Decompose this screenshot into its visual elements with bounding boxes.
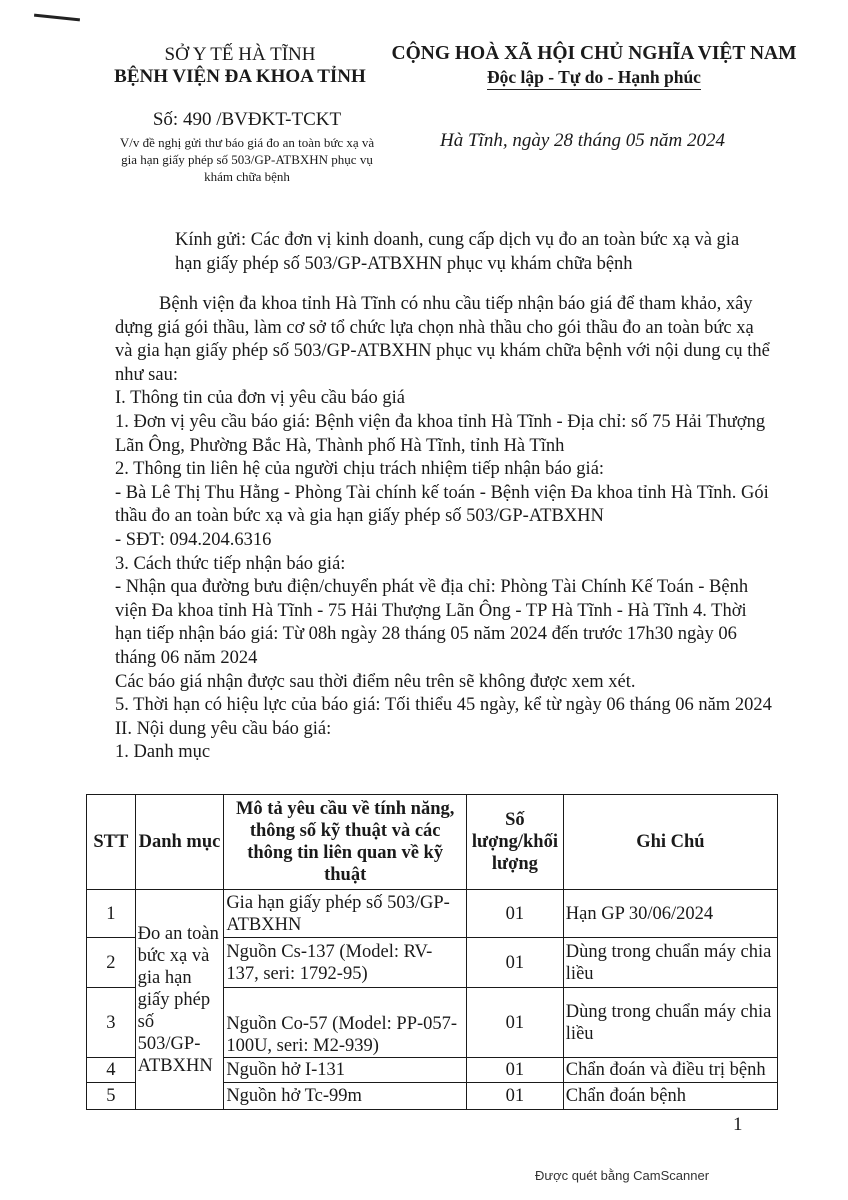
document-reference [112, 108, 382, 185]
section-1-heading: I. Thông tin của đơn vị yêu cầu báo giá [115, 388, 405, 409]
row-note: Chẩn đoán và điều trị bệnh [563, 1058, 777, 1083]
row-description: Nguồn hở Tc-99m [224, 1083, 467, 1110]
scan-mark [34, 14, 80, 22]
document-number: Số: 490 /BVĐKT-TCKT [152, 109, 342, 130]
late-quote-note: Các báo giá nhận được sau thời điểm nêu trên sẽ không được xem xét. [115, 671, 636, 692]
catalog-table [86, 794, 778, 1110]
row-quantity: 01 [467, 1083, 564, 1110]
document-body [115, 293, 775, 765]
row-note: Hạn GP 30/06/2024 [563, 890, 777, 938]
row-quantity: 01 [467, 938, 564, 988]
row-stt: 1 [87, 890, 136, 938]
row-note: Dùng trong chuẩn máy chia liều [563, 938, 777, 988]
row-note: Chẩn đoán bệnh [563, 1083, 777, 1110]
recipient: Kính gửi: Các đơn vị kinh doanh, cung cấp dịch vụ đo an toàn bức xạ và gia hạn giấy phép số 503/GP-ATBXHN phục vụ khám chữa bệnh [175, 230, 740, 274]
parent-agency: SỞ Y TẾ HÀ TĨNH [164, 44, 316, 65]
receipt-method-heading: 3. Cách thức tiếp nhận báo giá: [115, 553, 346, 574]
list-title: 1. Danh mục [115, 742, 211, 763]
row-description: Nguồn Co-57 (Model: PP-057-100U, seri: M2-939) [224, 988, 467, 1058]
hospital-name: BỆNH VIỆN ĐA KHOA TỈNH [114, 66, 366, 87]
national-motto: Độc lập - Tự do - Hạnh phúc [487, 66, 701, 90]
contact-heading: 2. Thông tin liên hệ của người chịu trách nhiệm tiếp nhận báo giá: [115, 459, 605, 480]
document-date: Hà Tĩnh, ngày 28 tháng 05 năm 2024 [440, 130, 725, 151]
issuing-agency [100, 44, 380, 88]
intro-paragraph: Bệnh viện đa khoa tỉnh Hà Tĩnh có nhu cầu tiếp nhận báo giá để tham khảo, xây dựng giá gói thầu, làm cơ sở tổ chức lựa chọn nhà thầu cho gói thầu đo an toàn bức xạ và gia hạn giấy phép số 503/GP-ATBXHN phục vụ khám chữa bệnh với nội dung cụ thể như sau: [115, 294, 770, 385]
nation-title: CỘNG HOÀ XÃ HỘI CHỦ NGHĨA VIỆT NAM [391, 43, 797, 64]
row-stt: 5 [87, 1083, 136, 1110]
row-description: Gia hạn giấy phép số 503/GP-ATBXHN [224, 890, 467, 938]
header-category: Danh mục [135, 795, 224, 890]
header-note: Ghi Chú [563, 795, 777, 890]
header-description: Mô tả yêu cầu về tính năng, thông số kỹ thuật và các thông tin liên quan về kỹ thuật [224, 795, 467, 890]
table-row [87, 890, 778, 938]
receipt-method-detail: - Nhận qua đường bưu điện/chuyển phát về địa chỉ: Phòng Tài Chính Kế Toán - Bệnh viện Đa khoa tỉnh Hà Tĩnh - 75 Hải Thượng Lãn Ông - TP Hà Tĩnh - Hà Tĩnh 4. Thời hạn tiếp nhận báo giá: Từ 08h ngày 28 tháng 05 năm 2024 đến trước 17h30 ngày 06 tháng 06 năm 2024 [115, 577, 749, 668]
header-quantity: Số lượng/khối lượng [467, 795, 564, 890]
category-cell: Đo an toàn bức xạ và gia hạn giấy phép số 503/GP-ATBXHN [135, 890, 224, 1110]
contact-person: - Bà Lê Thị Thu Hằng - Phòng Tài chính kế toán - Bệnh viện Đa khoa tỉnh Hà Tĩnh. Gói thầu đo an toàn bức xạ và gia hạn giấy phép số 503/GP-ATBXHN [115, 482, 769, 527]
national-heading [388, 42, 800, 90]
row-stt: 4 [87, 1058, 136, 1083]
document-subject: V/v đề nghị gửi thư báo giá đo an toàn bức xạ và gia hạn giấy phép số 503/GP-ATBXHN phục vụ khám chữa bệnh [119, 135, 375, 184]
row-description: Nguồn Cs-137 (Model: RV-137, seri: 1792-95) [224, 938, 467, 988]
row-note: Dùng trong chuẩn máy chia liều [563, 988, 777, 1058]
row-stt: 2 [87, 938, 136, 988]
page-number: 1 [733, 1114, 743, 1135]
section-2-heading: II. Nội dung yêu cầu báo giá: [115, 718, 332, 739]
row-quantity: 01 [467, 988, 564, 1058]
row-quantity: 01 [467, 890, 564, 938]
row-quantity: 01 [467, 1058, 564, 1083]
quote-validity: 5. Thời hạn có hiệu lực của báo giá: Tối thiểu 45 ngày, kể từ ngày 06 tháng 06 năm 2024 [115, 695, 772, 716]
header-stt: STT [87, 795, 136, 890]
row-stt: 3 [87, 988, 136, 1058]
row-description: Nguồn hở I-131 [224, 1058, 467, 1083]
scanner-watermark: Được quét bằng CamScanner [535, 1168, 710, 1183]
contact-phone: - SĐT: 094.204.6316 [115, 529, 272, 550]
requesting-unit: 1. Đơn vị yêu cầu báo giá: Bệnh viện đa khoa tỉnh Hà Tĩnh - Địa chỉ: số 75 Hải Thượng Lãn Ông, Phường Bắc Hà, Thành phố Hà Tĩnh, tỉnh Hà Tĩnh [115, 411, 766, 456]
